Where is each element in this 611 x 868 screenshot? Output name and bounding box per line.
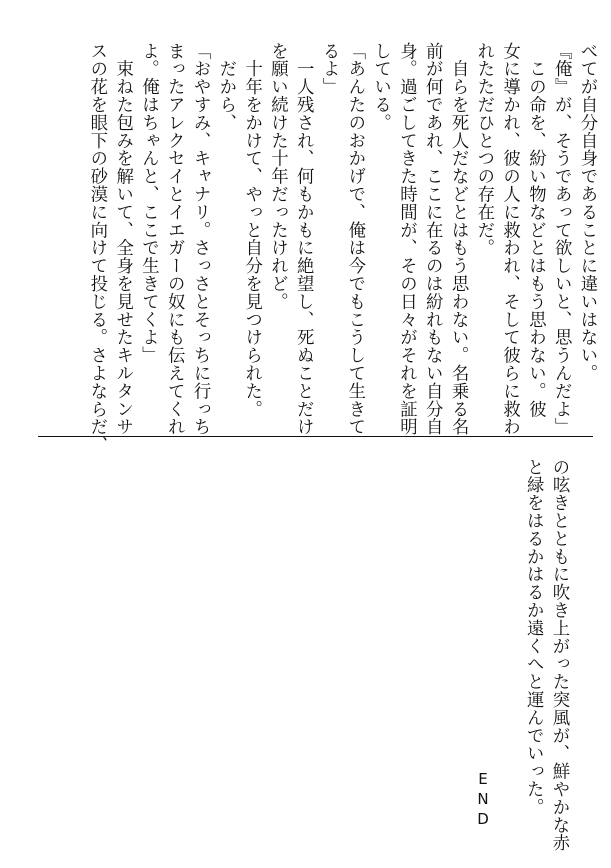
text-line: 一人残され、何もかもに絶望し、死ぬことだけ bbox=[293, 42, 314, 436]
end-mark: END bbox=[474, 770, 492, 830]
text-line: スの花を眼下の砂漠に向けて投じる。さよならだ、 bbox=[86, 42, 107, 454]
lower-text-block bbox=[519, 458, 571, 852]
text-line: 自らを死人だなどとはもう思わない。名乗る名 bbox=[448, 42, 469, 436]
text-line: の呟きとともに吹き上がった突風が、鮮やかな赤 bbox=[549, 458, 569, 852]
text-line: 「おやすみ、キャナリ。さっさとそっちに行っち bbox=[190, 42, 211, 436]
text-line: るよ」 bbox=[319, 42, 340, 96]
text-line: れたただひとつの存在だ。 bbox=[473, 42, 494, 257]
divider-line bbox=[38, 436, 593, 437]
text-line: している。 bbox=[370, 42, 391, 132]
text-line: 前が何であれ、ここに在るのは紛れもない自分自 bbox=[422, 42, 443, 436]
text-line: べてが自分自身であることに違いはない。 bbox=[577, 42, 597, 383]
upper-text-block bbox=[83, 42, 599, 454]
text-line: この命を、紛い物などとはもう思わない。彼 bbox=[525, 42, 546, 418]
text-line: 身。過ごしてきた時間が、その日々がそれを証明 bbox=[396, 42, 417, 436]
text-line: 束ねた包みを解いて、全身を見せたキルタンサ bbox=[112, 42, 133, 436]
text-line: 十年をかけて、やっと自分を見つけられた。 bbox=[241, 42, 262, 418]
text-line: と緑をはるかはるか遠くへと運んでいった。 bbox=[523, 458, 544, 816]
text-line: 『俺』が、そうであって欲しいと、思うんだよ」 bbox=[551, 42, 572, 436]
text-line: よ。俺はちゃんと、ここで生きてくよ」 bbox=[138, 42, 159, 365]
text-line: 「あんたのおかげで、俺は今でもこうして生きて bbox=[344, 42, 365, 436]
text-line: だから、 bbox=[215, 42, 236, 132]
text-line: を願い続けた十年だったけれど。 bbox=[267, 42, 288, 311]
text-line: 女に導かれ、彼の人に救われ、そして彼らに救わ bbox=[499, 42, 520, 436]
text-line: まったアレクセイとイエガーの奴にも伝えてくれ bbox=[164, 42, 185, 436]
